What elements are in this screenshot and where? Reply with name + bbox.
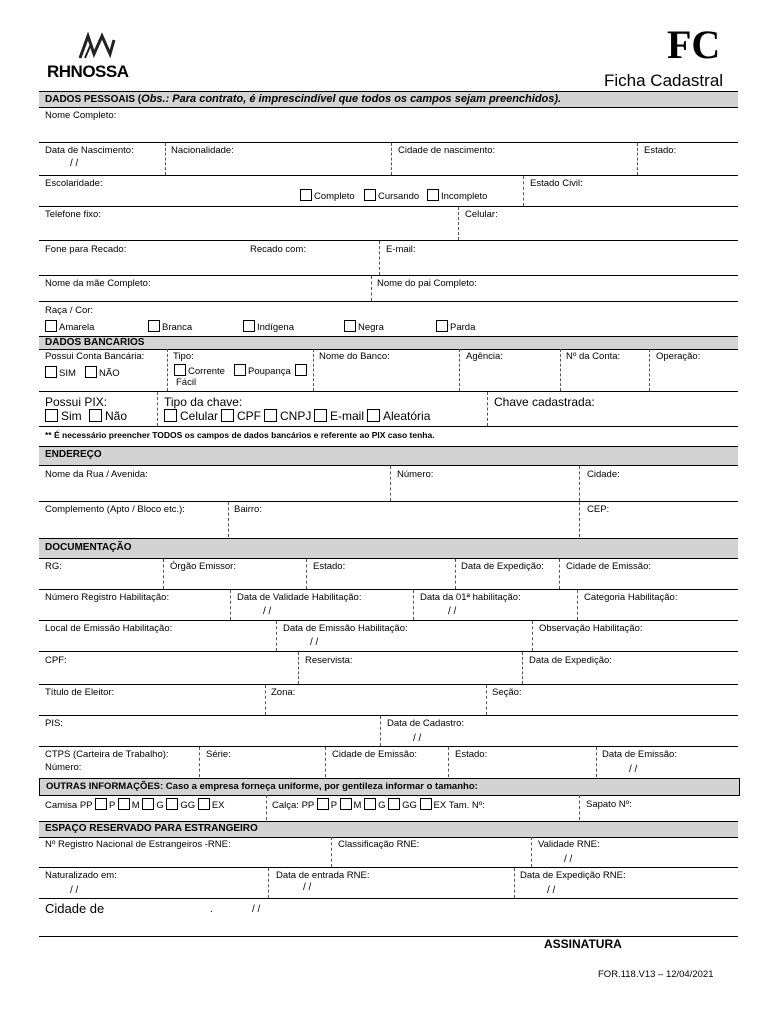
label-possui-conta: Possui Conta Bancária: xyxy=(45,351,145,362)
checkbox[interactable] xyxy=(388,798,400,810)
label-nome-mae: Nome da mãe Completo: xyxy=(45,278,151,289)
form-version: FOR.118.V13 – 12/04/2021 xyxy=(598,969,714,980)
label-bairro: Bairro: xyxy=(234,504,262,515)
checkbox[interactable] xyxy=(234,364,246,376)
label-email: E-mail: xyxy=(386,244,416,255)
section-title: ENDEREÇO xyxy=(45,449,102,460)
option-pix-nao[interactable] xyxy=(89,409,127,423)
option-facil: Fácil xyxy=(176,377,197,388)
label-sapato: Sapato Nº: xyxy=(586,799,632,810)
label-operacao: Operação: xyxy=(656,351,701,362)
checkbox[interactable] xyxy=(45,409,58,422)
checkbox[interactable] xyxy=(89,409,102,422)
section-header-dados-bancarios xyxy=(39,336,738,350)
label-local-emissao-hab: Local de Emissão Habilitação: xyxy=(45,623,173,634)
option-label: Aleatória xyxy=(383,409,431,423)
label-raca-cor: Raça / Cor: xyxy=(45,305,94,316)
label-estado-ctps: Estado: xyxy=(455,749,488,760)
label-cidade-nascimento: Cidade de nascimento: xyxy=(398,145,496,156)
date-slashes: / / xyxy=(303,882,312,893)
option-label: Negra xyxy=(358,322,384,333)
label-reservista: Reservista: xyxy=(305,655,353,666)
option-label: Cursando xyxy=(378,191,420,202)
option-label: Sim xyxy=(61,409,82,423)
uniforme-camisa[interactable] xyxy=(45,798,225,811)
note-pix: ** É necessário preencher TODOS os campos de dados bancários e referente ao PIX caso tenha. xyxy=(45,430,435,440)
label-estado-civil: Estado Civil: xyxy=(530,178,583,189)
checkbox[interactable] xyxy=(174,364,186,376)
date-separator: . xyxy=(210,904,213,915)
label-data-cadastro: Data de Cadastro: xyxy=(387,718,465,729)
label-data-expedicao-rne: Data de Expedição RNE: xyxy=(520,870,626,881)
date-slashes: / / xyxy=(70,885,79,896)
label-naturalizado: Naturalizado em: xyxy=(45,870,117,881)
checkbox[interactable] xyxy=(164,409,177,422)
option-poupanca[interactable] xyxy=(234,364,309,377)
size-label: M xyxy=(353,800,362,811)
label-num-conta: Nº da Conta: xyxy=(566,351,621,362)
label-data-emissao-hab: Data de Emissão Habilitação: xyxy=(283,623,408,634)
checkbox[interactable] xyxy=(148,320,160,332)
section-header-documentacao xyxy=(39,538,738,559)
date-slashes: / / xyxy=(547,885,556,896)
option-parda[interactable] xyxy=(436,320,475,333)
checkbox[interactable] xyxy=(243,320,255,332)
label-numero: Número: xyxy=(397,469,434,480)
label-num-registro-hab: Número Registro Habilitação: xyxy=(45,592,170,603)
label-orgao-emissor: Órgão Emissor: xyxy=(170,561,236,572)
option-amarela[interactable] xyxy=(45,320,94,333)
label-serie: Série: xyxy=(206,749,231,760)
label-nome-banco: Nome do Banco: xyxy=(319,351,390,362)
company-logo xyxy=(47,32,147,80)
option-label: Parda xyxy=(450,322,476,333)
option-label: Incompleto xyxy=(441,191,488,202)
option-label: CPF xyxy=(237,409,261,423)
label-cidade-de: Cidade de xyxy=(45,901,105,916)
label-recado-com: Recado com: xyxy=(250,244,306,255)
checkbox[interactable] xyxy=(198,798,210,810)
checkbox[interactable] xyxy=(142,798,154,810)
checkbox[interactable] xyxy=(364,798,376,810)
section-header-estrangeiro xyxy=(39,821,738,838)
label-data-validade-hab: Data de Validade Habilitação: xyxy=(237,592,362,603)
size-label: EX Tam. Nº: xyxy=(433,800,485,811)
option-label: Branca xyxy=(162,322,193,333)
label-ctps: CTPS (Carteira de Trabalho): xyxy=(45,749,169,760)
date-slashes: / / xyxy=(263,606,272,617)
label-obs-hab: Observação Habilitação: xyxy=(539,623,643,634)
option-chave-aleatoria[interactable] xyxy=(367,409,430,423)
label-nacionalidade: Nacionalidade: xyxy=(171,145,234,156)
checkbox[interactable] xyxy=(295,364,307,376)
checkbox[interactable] xyxy=(420,798,432,810)
option-label: Poupança xyxy=(248,366,291,377)
logo-mark-icon xyxy=(77,32,117,60)
label-rne: Nº Registro Nacional de Estrangeiros -RNE: xyxy=(45,839,231,850)
signature-line[interactable] xyxy=(39,936,738,937)
size-label: P xyxy=(108,800,116,811)
section-header-endereco xyxy=(39,446,738,466)
section-title: DADOS PESSOAIS ( xyxy=(45,94,142,105)
option-label: CNPJ xyxy=(280,409,312,423)
option-label: SIM xyxy=(59,368,76,379)
label-zona: Zona: xyxy=(271,687,296,698)
label-categoria-hab: Categoria Habilitação: xyxy=(584,592,678,603)
option-chave-cpf[interactable] xyxy=(221,409,261,423)
label-complemento: Complemento (Apto / Bloco etc.): xyxy=(45,504,185,515)
checkbox[interactable] xyxy=(436,320,448,332)
checkbox[interactable] xyxy=(340,798,352,810)
size-label: G xyxy=(156,800,164,811)
checkbox[interactable] xyxy=(264,409,277,422)
size-label: EX xyxy=(211,800,225,811)
label-cidade-emissao-ctps: Cidade de Emissão: xyxy=(332,749,418,760)
section-title: ESPAÇO RESERVADO PARA ESTRANGEIRO xyxy=(45,823,258,834)
label-cpf: CPF: xyxy=(45,655,67,666)
checkbox[interactable] xyxy=(317,798,329,810)
option-label: Completo xyxy=(314,191,355,202)
option-negra[interactable] xyxy=(344,320,384,333)
label-estado: Estado: xyxy=(644,145,677,156)
label-nome-completo: Nome Completo: xyxy=(45,110,117,121)
label-ctps-numero: Número: xyxy=(45,762,82,773)
checkbox[interactable] xyxy=(364,189,376,201)
input-nome-completo[interactable] xyxy=(39,122,738,142)
checkbox[interactable] xyxy=(344,320,356,332)
label-data-expedicao-cpf: Data de Expedição: xyxy=(529,655,612,666)
option-branca[interactable] xyxy=(148,320,192,333)
label-cidade-emissao: Cidade de Emissão: xyxy=(566,561,652,572)
label-celular: Celular: xyxy=(465,209,498,220)
date-slashes: / / xyxy=(252,904,261,915)
section-header-outras xyxy=(39,778,740,796)
option-label: Corrente xyxy=(188,366,225,377)
option-label: Celular xyxy=(180,409,219,423)
checkbox[interactable] xyxy=(118,798,130,810)
option-label: Indígena xyxy=(257,322,294,333)
option-label: NÃO xyxy=(99,368,120,379)
checkbox[interactable] xyxy=(45,320,57,332)
checkbox[interactable] xyxy=(166,798,178,810)
option-indigena[interactable] xyxy=(243,320,294,333)
section-title: DOCUMENTAÇÃO xyxy=(45,542,132,553)
label-agencia: Agência: xyxy=(466,351,503,362)
label-telefone-fixo: Telefone fixo: xyxy=(45,209,101,220)
label-secao: Seção: xyxy=(492,687,522,698)
label-cep: CEP: xyxy=(587,504,610,515)
label-tipo: Tipo: xyxy=(173,351,194,362)
size-label: G xyxy=(378,800,386,811)
label-data-01-hab: Data da 01ª habilitação: xyxy=(420,592,521,603)
option-chave-cnpj[interactable] xyxy=(264,409,311,423)
date-slashes: / / xyxy=(70,158,79,169)
label-data-entrada-rne: Data de entrada RNE: xyxy=(276,870,370,881)
section-title: DADOS BANCÁRIOS xyxy=(45,337,145,348)
size-label: M xyxy=(131,800,140,811)
label-validade-rne: Validade RNE: xyxy=(538,839,600,850)
option-corrente[interactable] xyxy=(174,364,225,377)
label-chave-cadastrada: Chave cadastrada: xyxy=(494,395,595,409)
label-camisa: Camisa PP xyxy=(45,800,93,811)
label-tipo-chave: Tipo da chave: xyxy=(164,395,243,409)
form-code-title: FC xyxy=(667,22,721,67)
label-pis: PIS: xyxy=(45,718,63,729)
option-pix-sim[interactable] xyxy=(45,409,82,423)
checkbox[interactable] xyxy=(221,409,234,422)
date-slashes: / / xyxy=(564,854,573,865)
checkbox[interactable] xyxy=(300,189,312,201)
option-label: Não xyxy=(105,409,128,423)
form-title: Ficha Cadastral xyxy=(604,71,724,90)
option-incompleto[interactable] xyxy=(427,189,487,202)
label-assinatura: ASSINATURA xyxy=(544,937,622,951)
option-label: Amarela xyxy=(59,322,95,333)
option-completo[interactable] xyxy=(300,189,355,202)
option-chave-celular[interactable] xyxy=(164,409,218,423)
option-chave-email[interactable] xyxy=(314,409,364,423)
size-label: GG xyxy=(402,800,417,811)
label-rg: RG: xyxy=(45,561,62,572)
section-note: Obs.: Para contrato, é imprescindível que todos os campos sejam preenchidos). xyxy=(141,93,562,105)
label-titulo-eleitor: Título de Eleitor: xyxy=(45,687,115,698)
label-data-emissao-ctps: Data de Emissão: xyxy=(602,749,677,760)
label-calca: Calça: PP xyxy=(272,800,315,811)
label-data-expedicao: Data de Expedição: xyxy=(461,561,544,572)
checkbox[interactable] xyxy=(367,409,380,422)
label-classificacao-rne: Classificação RNE: xyxy=(338,839,420,850)
label-rua: Nome da Rua / Avenida: xyxy=(45,469,148,480)
label-cidade: Cidade: xyxy=(587,469,620,480)
date-slashes: / / xyxy=(413,733,422,744)
size-label: GG xyxy=(180,800,196,811)
uniforme-calca[interactable] xyxy=(272,798,485,811)
option-label: E-mail xyxy=(330,409,365,423)
label-estado-rg: Estado: xyxy=(313,561,346,572)
label-possui-pix: Possui PIX: xyxy=(45,395,108,409)
checkbox[interactable] xyxy=(45,366,57,378)
checkbox[interactable] xyxy=(427,189,439,201)
section-title: OUTRAS INFORMAÇÕES: Caso a empresa forneça uniforme, por gentileza informar o tamanho: xyxy=(46,781,478,792)
section-header-dados-pessoais xyxy=(39,91,738,108)
size-label: P xyxy=(330,800,337,811)
checkbox[interactable] xyxy=(85,366,97,378)
option-conta-nao[interactable] xyxy=(85,366,120,379)
option-cursando[interactable] xyxy=(364,189,419,202)
date-slashes: / / xyxy=(448,606,457,617)
checkbox[interactable] xyxy=(314,409,327,422)
label-fone-recado: Fone para Recado: xyxy=(45,244,127,255)
date-slashes: / / xyxy=(310,637,319,648)
label-nome-pai: Nome do pai Completo: xyxy=(377,278,477,289)
checkbox[interactable] xyxy=(95,798,107,810)
option-conta-sim[interactable] xyxy=(45,366,76,379)
label-data-nascimento: Data de Nascimento: xyxy=(45,145,134,156)
label-escolaridade: Escolaridade: xyxy=(45,178,103,189)
date-slashes: / / xyxy=(629,764,638,775)
logo-text: RHNOSSA xyxy=(47,62,129,81)
